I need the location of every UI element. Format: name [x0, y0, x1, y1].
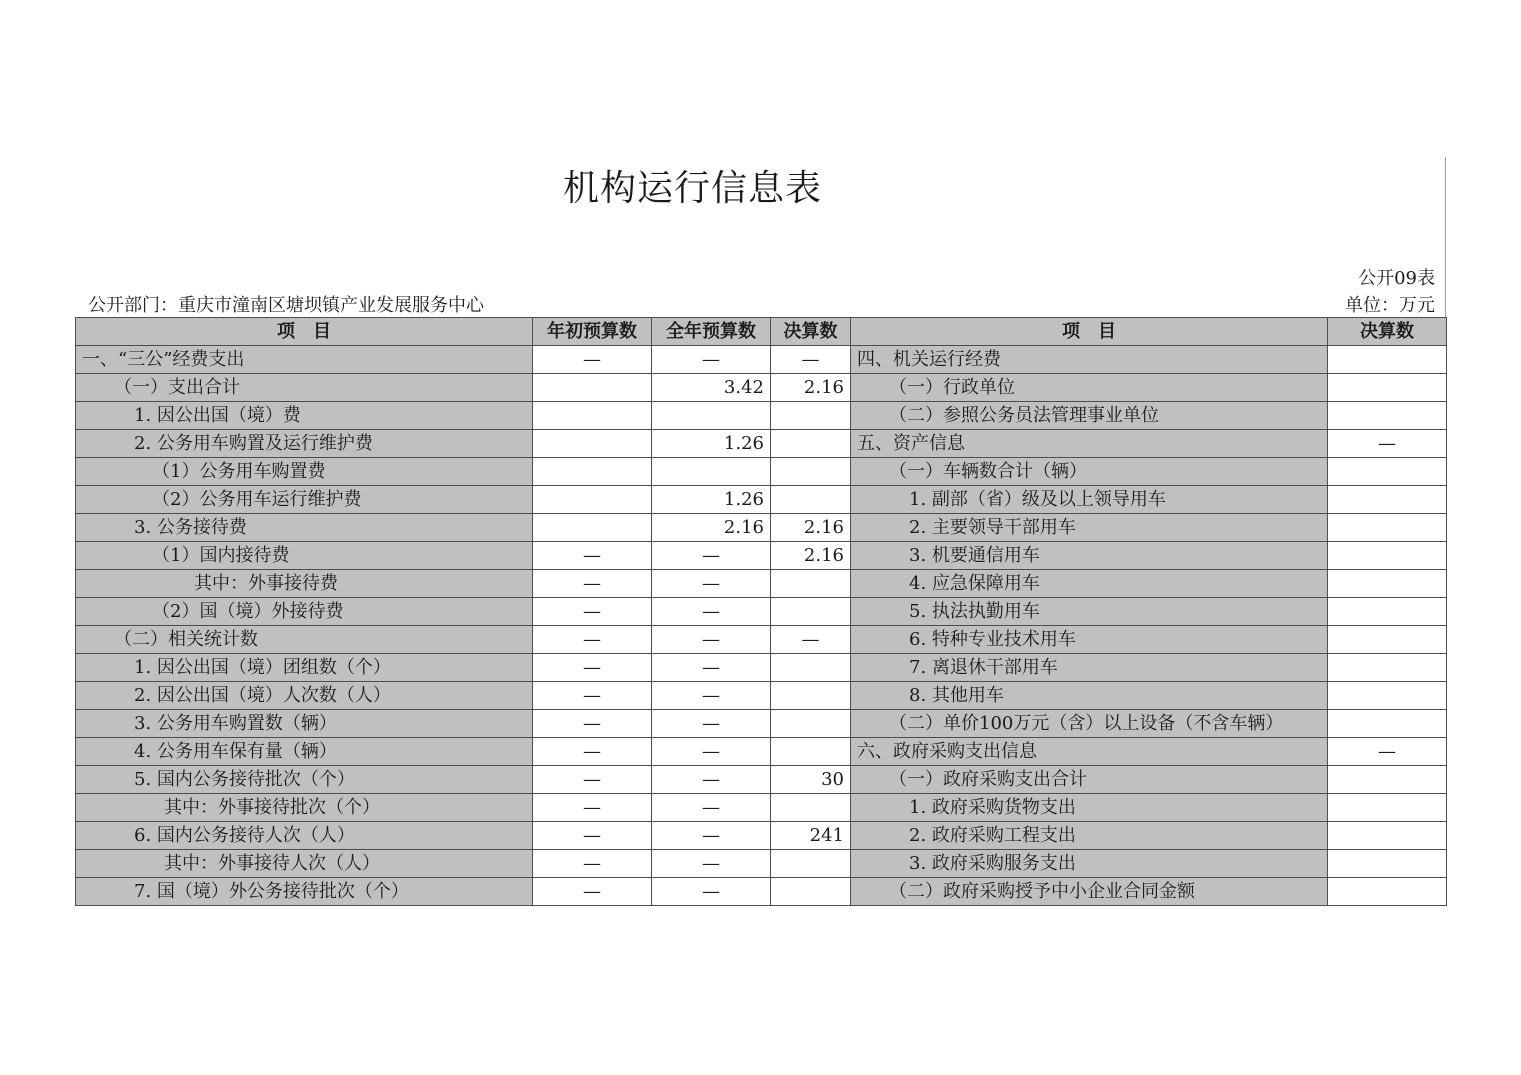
full-budget-cell: —: [652, 654, 771, 682]
final-cell: 2.16: [771, 374, 851, 402]
initial-budget-cell: —: [533, 878, 652, 906]
right-final-cell: [1328, 458, 1447, 486]
right-item: 6. 特种专业技术用车: [851, 626, 1328, 654]
right-item: 5. 执法执勤用车: [851, 598, 1328, 626]
left-item: （1）国内接待费: [76, 542, 533, 570]
initial-budget-cell: [533, 430, 652, 458]
right-item: 3. 政府采购服务支出: [851, 850, 1328, 878]
initial-budget-cell: —: [533, 346, 652, 374]
header-left-item: 项 目: [76, 318, 533, 346]
full-budget-cell: —: [652, 794, 771, 822]
initial-budget-cell: —: [533, 598, 652, 626]
right-item: （一）政府采购支出合计: [851, 766, 1328, 794]
right-final-cell: [1328, 878, 1447, 906]
final-cell: —: [771, 626, 851, 654]
left-item: 1. 因公出国（境）费: [76, 402, 533, 430]
initial-budget-cell: —: [533, 626, 652, 654]
right-item: 1. 政府采购货物支出: [851, 794, 1328, 822]
page-title: 机构运行信息表: [563, 168, 823, 209]
left-item: 其中：外事接待批次（个）: [76, 794, 533, 822]
right-final-cell: [1328, 654, 1447, 682]
full-budget-cell: —: [652, 878, 771, 906]
right-item: 六、政府采购支出信息: [851, 738, 1328, 766]
table-header-row: [76, 318, 1447, 346]
left-item: 6. 国内公务接待人次（人）: [76, 822, 533, 850]
right-item: 8. 其他用车: [851, 682, 1328, 710]
right-final-cell: [1328, 542, 1447, 570]
final-cell: [771, 682, 851, 710]
initial-budget-cell: —: [533, 850, 652, 878]
info-table: [75, 317, 1447, 906]
header-right-item: 项 目: [851, 318, 1328, 346]
final-cell: [771, 654, 851, 682]
left-item: 其中：外事接待费: [76, 570, 533, 598]
table-row: [76, 794, 1447, 822]
left-item: 1. 因公出国（境）团组数（个）: [76, 654, 533, 682]
table-row: [76, 346, 1447, 374]
initial-budget-cell: —: [533, 542, 652, 570]
right-item: （二）政府采购授予中小企业合同金额: [851, 878, 1328, 906]
table-row: [76, 570, 1447, 598]
right-final-cell: [1328, 570, 1447, 598]
right-final-cell: [1328, 710, 1447, 738]
header-initial-budget: 年初预算数: [533, 318, 652, 346]
full-budget-cell: —: [652, 710, 771, 738]
full-budget-cell: 1.26: [652, 430, 771, 458]
left-item: （2）国（境）外接待费: [76, 598, 533, 626]
right-item: 四、机关运行经费: [851, 346, 1328, 374]
header-full-budget: 全年预算数: [652, 318, 771, 346]
full-budget-cell: —: [652, 738, 771, 766]
right-final-cell: [1328, 850, 1447, 878]
final-cell: [771, 794, 851, 822]
final-cell: [771, 430, 851, 458]
final-cell: [771, 738, 851, 766]
final-cell: [771, 486, 851, 514]
table-row: [76, 738, 1447, 766]
left-item: 其中：外事接待人次（人）: [76, 850, 533, 878]
initial-budget-cell: —: [533, 738, 652, 766]
right-final-cell: [1328, 514, 1447, 542]
full-budget-cell: 1.26: [652, 486, 771, 514]
page-right-rule: [1445, 157, 1446, 317]
table-row: [76, 850, 1447, 878]
left-item: （一）支出合计: [76, 374, 533, 402]
table-row: [76, 374, 1447, 402]
final-cell: [771, 878, 851, 906]
right-item: 3. 机要通信用车: [851, 542, 1328, 570]
full-budget-cell: —: [652, 346, 771, 374]
initial-budget-cell: —: [533, 766, 652, 794]
final-cell: [771, 458, 851, 486]
right-final-cell: [1328, 598, 1447, 626]
full-budget-cell: —: [652, 598, 771, 626]
full-budget-cell: —: [652, 570, 771, 598]
initial-budget-cell: —: [533, 710, 652, 738]
right-item: 五、资产信息: [851, 430, 1328, 458]
table-row: [76, 486, 1447, 514]
final-cell: [771, 402, 851, 430]
initial-budget-cell: —: [533, 682, 652, 710]
right-item: 7. 离退休干部用车: [851, 654, 1328, 682]
final-cell: —: [771, 346, 851, 374]
right-final-cell: [1328, 794, 1447, 822]
right-final-cell: [1328, 486, 1447, 514]
right-item: （一）车辆数合计（辆）: [851, 458, 1328, 486]
initial-budget-cell: [533, 458, 652, 486]
initial-budget-cell: —: [533, 654, 652, 682]
table-row: [76, 542, 1447, 570]
left-item: 5. 国内公务接待批次（个）: [76, 766, 533, 794]
table-row: [76, 458, 1447, 486]
full-budget-cell: —: [652, 542, 771, 570]
full-budget-cell: 2.16: [652, 514, 771, 542]
table-row: [76, 430, 1447, 458]
initial-budget-cell: [533, 402, 652, 430]
right-item: 2. 政府采购工程支出: [851, 822, 1328, 850]
right-item: （二）单价100万元（含）以上设备（不含车辆）: [851, 710, 1328, 738]
left-item: （2）公务用车运行维护费: [76, 486, 533, 514]
final-cell: [771, 710, 851, 738]
full-budget-cell: [652, 402, 771, 430]
right-final-cell: [1328, 346, 1447, 374]
right-final-cell: —: [1328, 430, 1447, 458]
full-budget-cell: —: [652, 682, 771, 710]
initial-budget-cell: [533, 514, 652, 542]
full-budget-cell: 3.42: [652, 374, 771, 402]
full-budget-cell: —: [652, 766, 771, 794]
form-number: 公开09表: [1358, 268, 1435, 289]
right-item: 2. 主要领导干部用车: [851, 514, 1328, 542]
initial-budget-cell: —: [533, 570, 652, 598]
right-item: （一）行政单位: [851, 374, 1328, 402]
right-final-cell: [1328, 626, 1447, 654]
left-item: （1）公务用车购置费: [76, 458, 533, 486]
left-item: 4. 公务用车保有量（辆）: [76, 738, 533, 766]
initial-budget-cell: [533, 374, 652, 402]
left-item: （二）相关统计数: [76, 626, 533, 654]
header-final: 决算数: [771, 318, 851, 346]
right-final-cell: —: [1328, 738, 1447, 766]
table-row: [76, 822, 1447, 850]
left-item: 2. 公务用车购置及运行维护费: [76, 430, 533, 458]
final-cell: 241: [771, 822, 851, 850]
table-row: [76, 514, 1447, 542]
final-cell: [771, 570, 851, 598]
left-item: 一、“三公”经费支出: [76, 346, 533, 374]
left-item: 2. 因公出国（境）人次数（人）: [76, 682, 533, 710]
table-row: [76, 654, 1447, 682]
table-row: [76, 878, 1447, 906]
left-item: 3. 公务用车购置数（辆）: [76, 710, 533, 738]
right-final-cell: [1328, 682, 1447, 710]
table-row: [76, 682, 1447, 710]
right-item: 1. 副部（省）级及以上领导用车: [851, 486, 1328, 514]
final-cell: 2.16: [771, 542, 851, 570]
initial-budget-cell: —: [533, 822, 652, 850]
full-budget-cell: —: [652, 626, 771, 654]
right-item: 4. 应急保障用车: [851, 570, 1328, 598]
right-final-cell: [1328, 766, 1447, 794]
right-final-cell: [1328, 402, 1447, 430]
final-cell: 2.16: [771, 514, 851, 542]
table-row: [76, 598, 1447, 626]
full-budget-cell: [652, 458, 771, 486]
initial-budget-cell: —: [533, 794, 652, 822]
table-row: [76, 626, 1447, 654]
department-label: 公开部门：重庆市潼南区塘坝镇产业发展服务中心: [88, 295, 484, 316]
right-item: （二）参照公务员法管理事业单位: [851, 402, 1328, 430]
left-item: 3. 公务接待费: [76, 514, 533, 542]
table-row: [76, 402, 1447, 430]
table-row: [76, 766, 1447, 794]
right-final-cell: [1328, 374, 1447, 402]
final-cell: [771, 850, 851, 878]
right-final-cell: [1328, 822, 1447, 850]
full-budget-cell: —: [652, 850, 771, 878]
full-budget-cell: —: [652, 822, 771, 850]
final-cell: 30: [771, 766, 851, 794]
header-right-final: 决算数: [1328, 318, 1447, 346]
unit-label: 单位：万元: [1345, 295, 1435, 316]
table-row: [76, 710, 1447, 738]
final-cell: [771, 598, 851, 626]
initial-budget-cell: [533, 486, 652, 514]
left-item: 7. 国（境）外公务接待批次（个）: [76, 878, 533, 906]
